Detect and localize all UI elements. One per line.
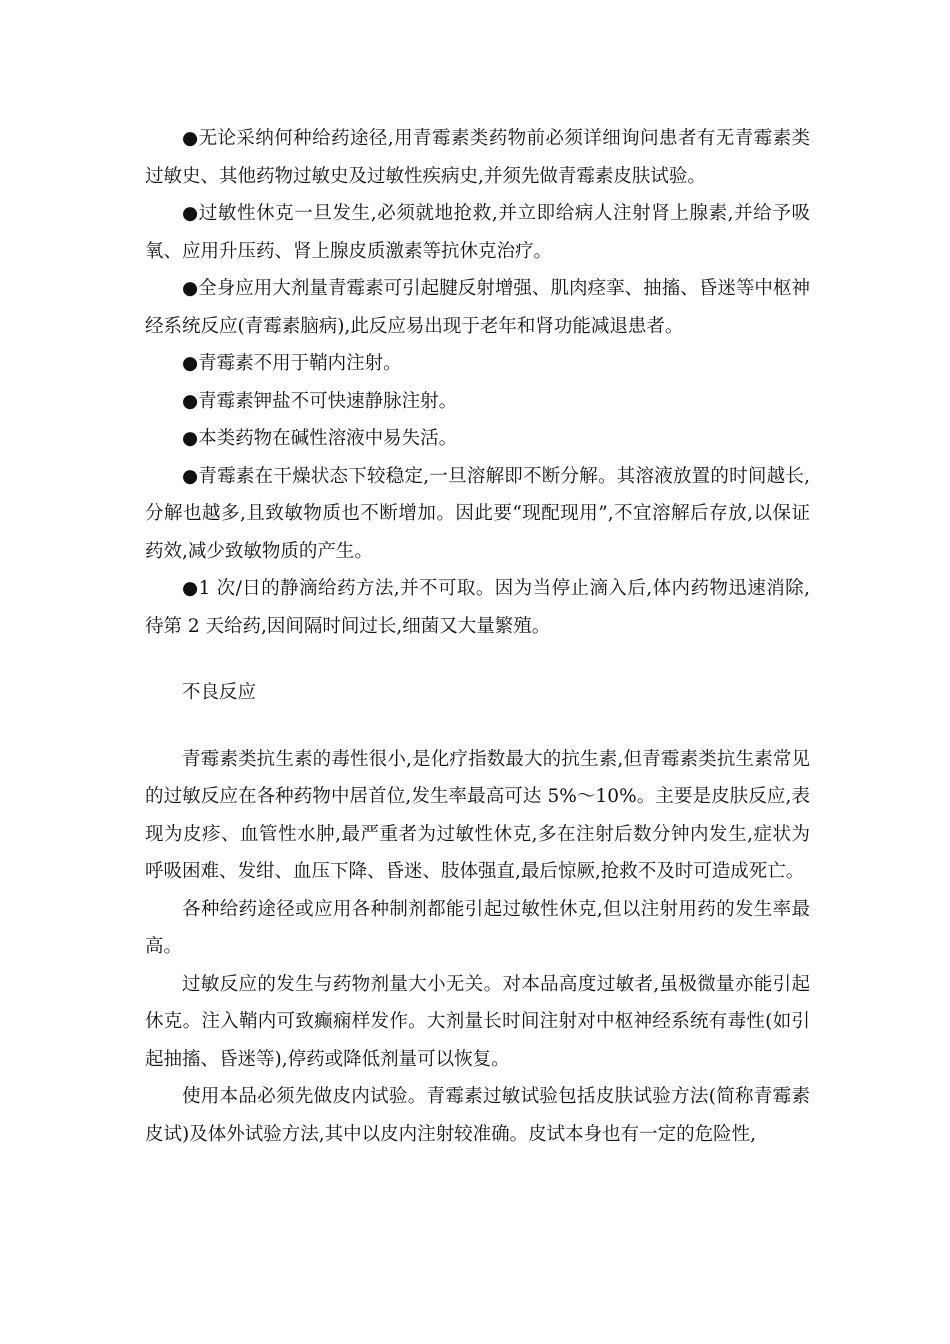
note-paragraph: ●青霉素在干燥状态下较稳定,一旦溶解即不断分解。其溶液放置的时间越长,分解也越多,且致敏物质也不断增加。因此要“现配现用”,不宜溶解后存放,以保证药效,减少致敏物质的产生。 <box>145 465 810 562</box>
adverse-reaction-paragraph: 各种给药途径或应用各种制剂都能引起过敏性休克,但以注射用药的发生率最高。 <box>145 898 810 957</box>
document-body <box>145 120 810 1153</box>
note-paragraph: ●青霉素钾盐不可快速静脉注射。 <box>182 390 458 412</box>
note-paragraph: ●无论采纳何种给药途径,用青霉素类药物前必须详细询问患者有无青霉素类过敏史、其他药物过敏史及过敏性疾病史,并须先做青霉素皮肤试验。 <box>145 128 810 187</box>
spacer <box>145 645 810 674</box>
note-paragraph: ●青霉素不用于鞘内注射。 <box>182 353 402 374</box>
adverse-reaction-paragraph: 过敏反应的发生与药物剂量大小无关。对本品高度过敏者,虽极微量亦能引起休克。注入鞘内可致癫痫样发作。大剂量长时间注射对中枢神经系统有毒性(如引起抽搐、昏迷等),停药或降低剂量可以恢复。 <box>145 973 810 1070</box>
note-paragraph: ●全身应用大剂量青霉素可引起腱反射增强、肌肉痉挛、抽搐、昏迷等中枢神经系统反应(青霉素脑病),此反应易出现于老年和肾功能减退患者。 <box>145 278 810 337</box>
note-paragraph: ●1 次/日的静滴给药方法,并不可取。因为当停止滴入后,体内药物迅速消除,待第 2 天给药,因间隔时间过长,细菌又大量繁殖。 <box>145 578 810 637</box>
section-heading: 不良反应 <box>182 682 257 703</box>
adverse-reaction-paragraph: 青霉素类抗生素的毒性很小,是化疗指数最大的抗生素,但青霉素类抗生素常见的过敏反应在各种药物中居首位,发生率最高可达 5%～10%。主要是皮肤反应,表现为皮疹、血管性水肿,最严重者为过敏性休克,多在注射后数分钟内发生,症状为呼吸困难、发绀、血压下降、昏迷、肢体强直,最后惊厥,抢救不及时可造成死亡。 <box>145 748 810 882</box>
note-paragraph: ●过敏性休克一旦发生,必须就地抢救,并立即给病人注射肾上腺素,并给予吸氧、应用升压药、肾上腺皮质激素等抗休克治疗。 <box>145 203 810 262</box>
spacer <box>145 712 810 741</box>
note-paragraph: ●本类药物在碱性溶液中易失活。 <box>182 428 458 449</box>
adverse-reaction-paragraph: 使用本品必须先做皮内试验。青霉素过敏试验包括皮肤试验方法(简称青霉素皮试)及体外试验方法,其中以皮内注射较准确。皮试本身也有一定的危险性, <box>145 1086 810 1145</box>
